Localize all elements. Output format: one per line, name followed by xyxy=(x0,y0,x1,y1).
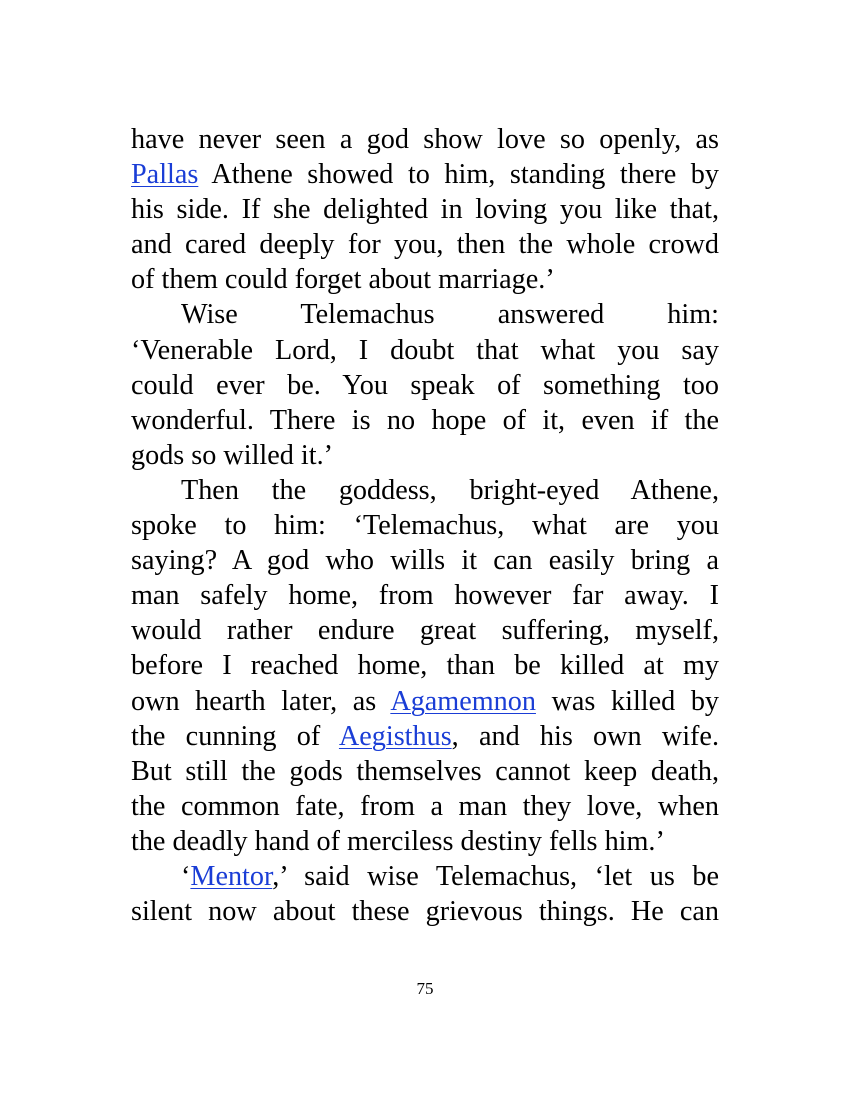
text-segment: spoke to him: ‘Telemachus, what are you xyxy=(131,510,719,542)
text-line xyxy=(131,543,719,578)
text-line xyxy=(131,719,719,754)
text-segment: Wise Telemachus answered him: xyxy=(181,299,719,331)
text-line xyxy=(131,192,719,227)
text-line xyxy=(131,157,719,192)
text-segment: would rather endure great suffering, myself, xyxy=(131,615,719,647)
text-segment: his side. If she delighted in loving you like that, xyxy=(131,194,719,226)
text-segment: own hearth later, as xyxy=(131,685,391,717)
text-segment: man safely home, from however far away. I xyxy=(131,580,719,612)
text-line xyxy=(131,473,719,508)
text-segment: Then the goddess, bright-eyed Athene, xyxy=(181,474,719,506)
text-segment: silent now about these grievous things. He can xyxy=(131,896,719,928)
text-line xyxy=(131,648,719,683)
text-line xyxy=(131,859,719,894)
text-segment: could ever be. You speak of something too xyxy=(131,369,719,401)
text-line xyxy=(131,403,719,438)
text-segment: gods so willed it.’ xyxy=(131,439,334,471)
text-line xyxy=(131,824,719,859)
text-segment: Athene showed to him, standing there by xyxy=(198,159,719,191)
text-segment: the deadly hand of merciless destiny fells him.’ xyxy=(131,825,665,857)
text-segment: was killed by xyxy=(535,685,720,717)
text-line xyxy=(131,438,719,473)
text-segment: But still the gods themselves cannot keep death, xyxy=(131,755,719,787)
text-line xyxy=(131,613,719,648)
body-text xyxy=(131,122,719,929)
text-segment: , and his own wife. xyxy=(451,720,719,752)
text-line xyxy=(131,262,719,297)
text-line xyxy=(131,508,719,543)
text-segment: saying? A god who wills it can easily bring a xyxy=(131,545,719,577)
text-line xyxy=(131,122,719,157)
link-pallas[interactable]: Pallas xyxy=(131,159,199,191)
text-line xyxy=(131,789,719,824)
link-aegisthus[interactable]: Aegisthus xyxy=(338,720,452,752)
text-segment: and cared deeply for you, then the whole crowd xyxy=(131,229,719,261)
link-mentor[interactable]: Mentor xyxy=(190,860,273,892)
text-line xyxy=(131,333,719,368)
text-line xyxy=(131,227,719,262)
text-line xyxy=(131,684,719,719)
text-line xyxy=(131,578,719,613)
text-line xyxy=(131,297,719,332)
text-line xyxy=(131,754,719,789)
text-segment: ‘Venerable Lord, I doubt that what you say xyxy=(131,334,719,366)
text-segment: have never seen a god show love so openly, as xyxy=(131,124,719,155)
text-line xyxy=(131,368,719,403)
text-segment: of them could forget about marriage.’ xyxy=(131,264,555,296)
link-agamemnon[interactable]: Agamemnon xyxy=(390,685,536,717)
text-segment: the cunning of xyxy=(131,720,339,752)
text-segment: the common fate, from a man they love, when xyxy=(131,790,719,822)
text-line xyxy=(131,894,719,929)
text-segment: wonderful. There is no hope of it, even if the xyxy=(131,404,719,436)
text-segment: ‘ xyxy=(181,860,191,892)
page-number: 75 xyxy=(416,979,434,998)
text-segment: ,’ said wise Telemachus, ‘let us be xyxy=(272,860,719,892)
text-segment: before I reached home, than be killed at my xyxy=(131,650,719,682)
